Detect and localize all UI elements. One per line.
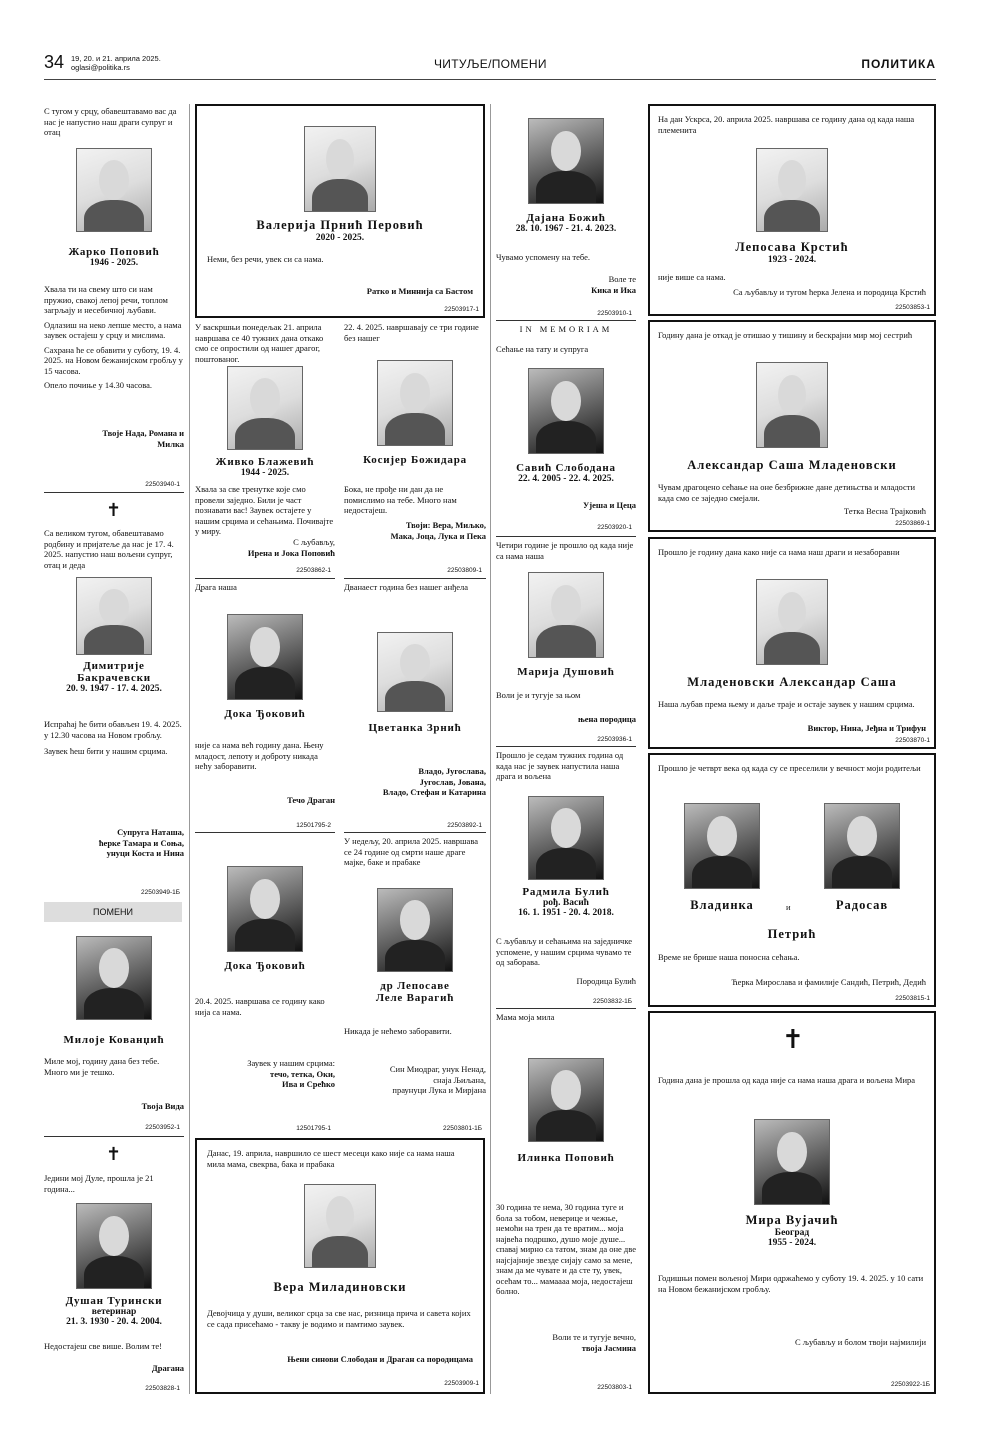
signature: Син Миодраг, унук Ненад,	[389, 1064, 486, 1074]
portrait-photo	[76, 1203, 152, 1289]
ad-code: 22503803-1	[597, 1384, 632, 1391]
notice-miloje-kovandzic	[44, 928, 184, 1133]
notice-text: Недостајеш све више. Волим те!	[44, 1341, 162, 1351]
notice-dajana-bozic	[496, 106, 636, 318]
deceased-name: Косијер Божидара	[363, 454, 467, 466]
notice-aleksandar-sasa-mladenovski-2	[648, 537, 936, 749]
portrait-photo	[76, 936, 152, 1020]
notice-text: 30 година те нема, 30 година туге и бола за тобом, неверице и чежње, немоћи на трен да те вратим... моја највећа подршко, душо моје душе... спаваj мирно са татом, знам да оне две најсјајније звезде сијају само за мене, знам да ме чувате и да сте ту, увек, осећам то... мамаааа моја, недостајеш болно.	[496, 1202, 636, 1296]
ad-code: 12501795-1	[296, 1125, 331, 1132]
portrait-photo	[377, 888, 453, 972]
notice-divider	[44, 492, 184, 493]
ad-code: 22503832-1Б	[593, 998, 632, 1005]
notice-savic-slobodana	[496, 324, 636, 534]
signature: С љубављу и болом твоји најмилији	[794, 1337, 926, 1347]
life-dates: 16. 1. 1951 - 20. 4. 2018.	[518, 908, 614, 918]
notice-vera-miladinovski	[195, 1138, 485, 1394]
deceased-name: Цветанка Зрнић	[368, 722, 462, 734]
notice-text: Бока, не прође ни дан да не помислимо на тебе. Много нам недостајеш.	[344, 484, 457, 515]
notice-text: Испраћај ће бити обављен 19. 4. 2025. у 12.30 часова на Новом гробљу.	[44, 719, 182, 740]
notice-text: С љубављу и сећањима на заједничке успомене, у нашим срцима чувамо те од заборава.	[496, 936, 633, 967]
notice-intro: У васкршњи понедељак 21. априла навршава се 40 тужних дана откако смо се опростили од нашег драгог, поштованог.	[195, 322, 324, 364]
signature: течо, тетка, Оки,	[270, 1068, 335, 1079]
notice-doka-djokovic-2	[195, 836, 335, 1134]
signature: Ратко и Миннија са Бастом	[366, 286, 473, 296]
notice-text: Неми, без речи, увек си са нама.	[207, 254, 324, 264]
ad-code: 22503952-1	[145, 1124, 180, 1131]
portrait-photo	[756, 148, 828, 232]
signature: Драгана	[151, 1363, 184, 1373]
notice-text: 20.4. 2025. навршава се годину како нија са нама.	[195, 996, 325, 1017]
family-name: Петрић	[767, 927, 817, 941]
notice-dimitrije-bakracevski	[44, 497, 184, 897]
deceased-name: Валерија Прнић Перовић	[256, 218, 424, 232]
portrait-photo	[304, 1184, 376, 1268]
signature: Са љубављу и тугом ћерка Јелена и породица Крстић	[733, 287, 926, 297]
notice-intro: Годину дана је откад је отишао у тишину и бескрајни мир мој сестрић	[658, 330, 913, 340]
ad-code: 22503909-1	[444, 1380, 479, 1387]
notice-intro: С тугом у срцу, обавештавамо вас да нас је напустио наш драги супруг и отац	[44, 106, 177, 137]
signature: праунуци Лука и Мирјана	[392, 1085, 486, 1095]
section-title: ЧИТУЉЕ/ПОМЕНИ	[434, 57, 547, 71]
notice-text: Хвала за све тренутке које смо провели заједно. Били је част познавати вас! Заувек остајете у нашим срцима и сећањима. Почивајте у миру.	[195, 484, 334, 536]
notice-leposava-varagic	[344, 836, 486, 1134]
signature: Ива и Срећко	[281, 1079, 335, 1089]
cross-icon: ✝	[782, 1025, 804, 1054]
notice-doka-djokovic-1	[195, 582, 335, 830]
notice-marija-dusovic	[496, 540, 636, 744]
portrait-photo	[756, 579, 828, 665]
notice-kosijer-bozidara	[344, 322, 486, 576]
signature: Тетка Весна Трајковић	[843, 506, 926, 516]
portrait-photo	[528, 368, 604, 454]
deceased-name: Лепосава Крстић	[735, 240, 849, 254]
notice-intro: Са великом тугом, обавештавамо родбину и пријатеље да нас је 17. 4. 2025. напустио наш вољени супруг, отац и деда	[44, 528, 174, 570]
maiden-name: рођ. Васић	[543, 898, 589, 908]
deceased-name: Илинка Поповић	[517, 1152, 615, 1164]
deceased-name: Леле Варагић	[375, 992, 455, 1004]
notice-text: Чувам драгоцено сећање на оне безбрижне дане детињства и младости када смо се заједно смејали.	[658, 482, 916, 503]
deceased-name: др Лепосаве	[380, 980, 450, 992]
ad-code: 22503892-1	[447, 822, 482, 829]
ad-code: 12501795-2	[296, 822, 331, 829]
issue-date-block	[71, 54, 161, 72]
notice-intro: Драга наша	[195, 582, 237, 592]
notice-intro: Година дана је прошла од када није са нама наша драга и вољена Мира	[658, 1075, 916, 1085]
signature: Кика и Ика	[591, 284, 636, 295]
deceased-name: Дока Ђоковић	[224, 708, 306, 720]
signature: Ујеша и Цеца	[583, 500, 636, 510]
ad-code: 22503853-1	[895, 304, 930, 311]
deceased-name: Милоје Кованџић	[63, 1034, 165, 1046]
portrait-photo	[528, 572, 604, 658]
portrait-photo	[227, 614, 303, 700]
notice-intro: Прошло је годину дана како није са нама наш драги и незаборавни	[658, 547, 900, 557]
ad-code: 22503809-1	[447, 567, 482, 574]
notice-text: Заувек ћеш бити у нашим срцима.	[44, 746, 168, 756]
signature: Течо Драган	[287, 795, 335, 805]
notice-text: Време не брише наша поносна сећања.	[658, 952, 800, 962]
ad-code: 22503949-1Б	[141, 889, 180, 896]
signature: Твоји: Вера, Миљко,	[405, 520, 486, 530]
notice-divider	[496, 1008, 636, 1009]
life-dates: 20. 9. 1947 - 17. 4. 2025.	[66, 684, 162, 694]
deceased-name: Младеновски Александар Саша	[687, 675, 897, 689]
life-dates: 28. 10. 1967 - 21. 4. 2023.	[515, 224, 617, 234]
notice-text: Миле мој, годину дана без тебе. Много ми је тешко.	[44, 1056, 160, 1077]
ad-code: 22503815-1	[895, 995, 930, 1002]
signature: Супруга Наташа,	[117, 827, 184, 837]
portrait-photo	[377, 360, 453, 446]
portrait-photo	[528, 118, 604, 204]
portrait-photo	[227, 366, 303, 450]
notice-intro: 22. 4. 2025. навршавају се три године без нашег	[344, 322, 479, 343]
portrait-photo	[756, 362, 828, 448]
notice-radmila-bulic	[496, 750, 636, 1006]
ad-code: 22503862-1	[296, 567, 331, 574]
signature: С љубављу,	[293, 537, 335, 547]
ad-code: 22503801-1Б	[443, 1125, 482, 1132]
signature: Ирена и Јока Поповић	[247, 547, 335, 558]
signature: Мака, Јоца, Лука и Пека	[390, 530, 486, 541]
notice-mira-vujacic	[648, 1011, 936, 1394]
ad-code: 22503936-1	[597, 736, 632, 743]
notice-text: Чувамо успомену на тебе.	[496, 252, 590, 262]
notice-intro: На дан Ускрса, 20. априла 2025. навршава се годину дана од када наша племенита	[658, 114, 915, 135]
notice-text: Опело почиње у 14.30 часова.	[44, 380, 153, 390]
deceased-name: Марија Душовић	[517, 666, 615, 678]
signature: Њени синови Слободан и Драган са породицама	[287, 1354, 473, 1364]
portrait-photo	[754, 1119, 830, 1205]
signature: снаја Љиљана,	[433, 1074, 486, 1085]
signature: Ћерка Мирослава и фамилије Сандић, Петрић, Дедић	[731, 977, 926, 987]
signature: Твоја Вида	[141, 1101, 184, 1111]
notice-zarko-popovic	[44, 106, 184, 491]
life-dates: 1923 - 2024.	[767, 255, 817, 265]
signature: Виктор, Нина, Јеђна и Трифун	[807, 723, 926, 733]
notice-divider	[44, 1136, 184, 1137]
notice-ilinka-popovic	[496, 1012, 636, 1394]
portrait-photo	[377, 632, 453, 712]
notice-text: Наша љубав према њему и даље траје и остаје заувек у нашим срцима.	[658, 699, 915, 709]
notice-divider	[496, 536, 636, 537]
notice-text: Одлазиш на неко лепше место, а нама заувек остајеш у срцу и мислима.	[44, 319, 182, 340]
pomeni-section-label: ПОМЕНИ	[44, 902, 182, 922]
signature: Твоје Нада, Романа и Милка	[102, 428, 184, 449]
notice-intro: У недељу, 20. априла 2025. навршава се 24 године од смрти наше драге мајке, баке и прабаке	[344, 836, 479, 867]
deceased-name: Савић Слободана	[516, 462, 616, 474]
page-header	[44, 52, 936, 78]
ad-code: 22503917-1	[444, 306, 479, 313]
notice-divider	[344, 578, 486, 579]
notice-intro: Прошло је четврт века од када су се преселили у вечност моји родитељи	[658, 763, 921, 773]
deceased-name: Радосав	[835, 898, 889, 912]
conjunction: и	[786, 902, 791, 912]
deceased-name: Дока Ђоковић	[224, 960, 306, 972]
notice-dusan-turinski	[44, 1141, 184, 1393]
notice-divider	[344, 832, 486, 833]
page-number: 34	[44, 52, 65, 72]
notice-vladinka-radosav-petric	[648, 753, 936, 1007]
profession: ветеринар	[91, 1307, 137, 1317]
portrait-photo	[76, 148, 152, 232]
notice-intro: Четири године је прошло од када није са нама наша	[496, 540, 634, 561]
signature: твоја Јасмина	[581, 1342, 636, 1353]
notice-divider	[496, 320, 636, 321]
signature: Југослав, Јована,	[419, 776, 486, 787]
ad-code: 22503922-1Б	[891, 1381, 930, 1388]
notice-intro: Дванаест година без нашег анђела	[344, 582, 469, 592]
deceased-name: Радмила Булић	[522, 886, 610, 898]
life-dates: 2020 - 2025.	[315, 233, 365, 243]
deceased-name: Бакрачевски	[77, 672, 151, 684]
signature: ћерке Тамара и Соња,	[98, 837, 184, 848]
signature: њена породица	[577, 714, 636, 724]
deceased-name: Живко Блажевић	[215, 456, 315, 468]
deceased-name: Жарко Поповић	[68, 246, 160, 258]
deceased-name: Дајана Божић	[526, 212, 606, 224]
notice-text: Никада је нећемо заборавити.	[344, 1026, 452, 1036]
deceased-name: Вера Миладиновски	[273, 1280, 407, 1294]
notice-text: није више са нама.	[658, 272, 726, 282]
signature: Заувек у нашим срцима:	[247, 1058, 335, 1068]
portrait-photo	[824, 803, 900, 889]
ad-code: 22503869-1	[895, 520, 930, 527]
life-dates: 1944 - 2025.	[240, 468, 290, 478]
column-divider	[189, 104, 190, 1394]
newspaper-logo: ПОЛИТИКА	[861, 57, 936, 71]
ad-code: 22503870-1	[895, 737, 930, 744]
ad-code: 22503910-1	[597, 310, 632, 317]
in-memoriam-heading: IN MEMORIAM	[519, 324, 613, 334]
notice-text: Воли је и тугује за њом	[496, 690, 581, 700]
column-divider	[490, 104, 491, 1394]
portrait-photo	[227, 866, 303, 952]
portrait-photo	[684, 803, 760, 889]
signature: Владо, Југослава,	[418, 766, 486, 776]
notice-intro: Сећање на тату и супруга	[496, 344, 589, 354]
life-dates: 1946 - 2025.	[89, 258, 139, 268]
ad-code: 22503940-1	[145, 481, 180, 488]
notice-text: није са нама већ годину дана. Њену младост, лепоту и доброту никада нећу заборавити.	[195, 740, 324, 771]
deceased-name: Мира Вујачић	[745, 1213, 839, 1227]
signature: Владо, Стефан и Катарина	[382, 787, 486, 797]
notice-divider	[195, 832, 335, 833]
deceased-name: Душан Турински	[65, 1295, 163, 1307]
notice-leposava-krstic	[648, 104, 936, 316]
notice-intro: Прошло је седам тужних година од када нас је заувек напустила наша драга и вољена	[496, 750, 624, 781]
deceased-name: Владинка	[690, 898, 754, 912]
portrait-photo	[528, 796, 604, 880]
signature: Воле те	[608, 274, 636, 284]
contact-email[interactable]: oglasi@politika.rs	[71, 63, 130, 72]
cross-icon: ✝	[106, 500, 122, 520]
deceased-name: Александар Саша Младеновски	[687, 458, 897, 472]
notice-aleksandar-sasa-mladenovski-1	[648, 320, 936, 532]
notice-cvetanka-zrnic	[344, 582, 486, 830]
notice-intro: Данас, 19. априла, навршило се шест месеци како није са нама наша мила мама, свекрва, бака и прабака	[207, 1148, 455, 1169]
portrait-photo	[76, 577, 152, 655]
notice-valerija-prnic-perovic	[195, 104, 485, 318]
cross-icon: ✝	[106, 1144, 122, 1164]
notice-intro: Мама моја мила	[496, 1012, 555, 1022]
life-dates: 1955 - 2024.	[767, 1238, 817, 1248]
notice-text: Девојчица у души, великог срца за све нас, ризница прича и савета којих се сада присећамо - такву је водимо и памтимо заувек.	[207, 1308, 471, 1329]
header-rule	[44, 79, 936, 80]
life-dates: 21. 3. 1930 - 20. 4. 2004.	[66, 1317, 162, 1327]
ad-code: 22503828-1	[145, 1385, 180, 1392]
notice-text: Сахрана ће се обавити у суботу, 19. 4. 2025. на Новом бежанијском гробљу у 15 часова.	[44, 344, 183, 376]
signature: Воли те и тугује вечно,	[552, 1332, 636, 1342]
notice-text: Хвала ти на свему што си нам пружио, свакој лепој речи, топлом загрљају и несебичној љубави.	[44, 284, 168, 315]
notice-intro: Једини мој Дуле, прошла је 21 година...	[44, 1173, 154, 1194]
notice-divider	[195, 578, 335, 579]
deceased-name: Димитрије	[83, 660, 145, 672]
portrait-photo	[304, 126, 376, 212]
notice-text: Годишњи помен вољеној Мири одржаћемо у суботу 19. 4. 2025. у 10 сати на Новом бежанијском гробљу.	[658, 1273, 924, 1294]
signature: Породица Булић	[576, 976, 636, 986]
notice-divider	[496, 746, 636, 747]
life-dates: 22. 4. 2005 - 22. 4. 2025.	[518, 474, 614, 484]
ad-code: 22503920-1	[597, 524, 632, 531]
issue-date: 19, 20. и 21. априла 2025.	[71, 54, 161, 63]
signature: унуци Коста и Нина	[106, 848, 184, 858]
city: Београд	[774, 1228, 810, 1238]
portrait-photo	[528, 1058, 604, 1142]
notice-zivko-blazevic	[195, 322, 335, 576]
